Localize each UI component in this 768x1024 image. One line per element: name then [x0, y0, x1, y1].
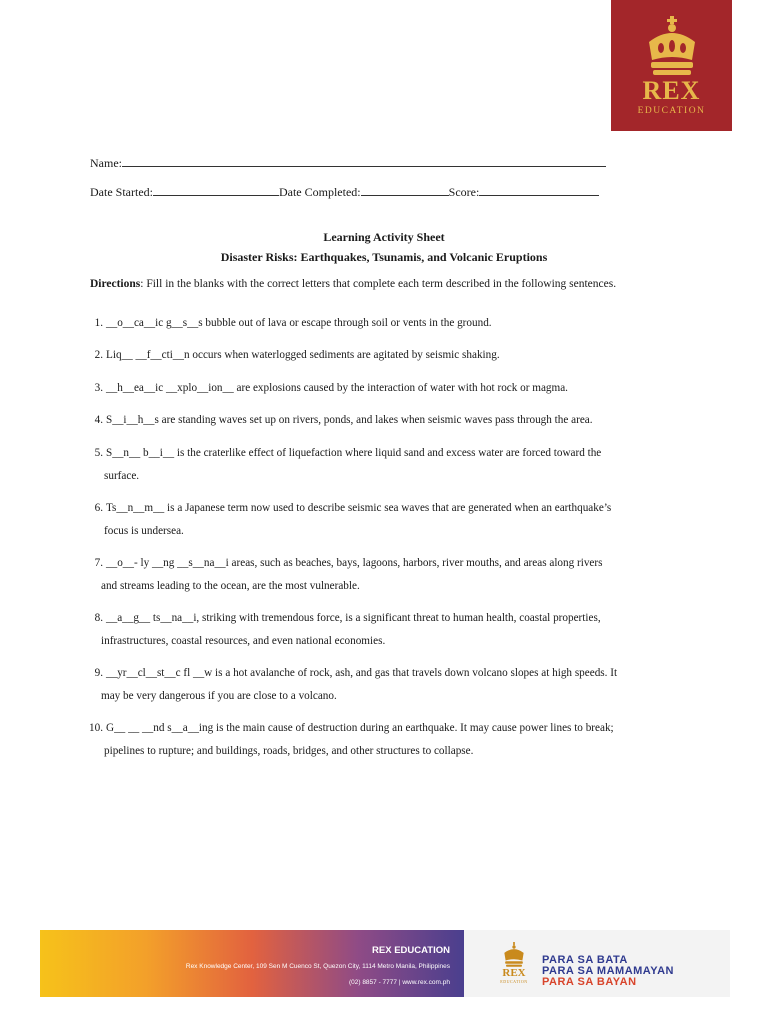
item-number: 7. — [94, 557, 103, 569]
item-number: 8. — [94, 612, 103, 624]
list-item — [84, 662, 677, 708]
item-text: S__i__h__s are standing waves set up on rivers, ponds, and lakes when seismic waves pass through the area. — [106, 414, 593, 426]
item-number: 5. — [94, 447, 103, 459]
item-text: __h__ea__ic __xplo__ion__ are explosions caused by the interaction of water with hot rock or magma. — [106, 382, 568, 394]
slogan-line-1: PARA SA BATA — [542, 954, 628, 966]
footer-contact: (02) 8857 - 7777 | www.rex.com.ph — [348, 979, 450, 986]
list-item — [84, 312, 677, 335]
item-text: Liq__ __f__cti__n occurs when waterlogged sediments are agitated by seismic shaking. — [106, 349, 500, 361]
item-continuation: and streams leading to the ocean, are the most vulnerable. — [101, 580, 360, 592]
item-text: __o__- ly __ng __s__na__i areas, such as beaches, bays, lagoons, harbors, river mouths, and areas along rivers — [106, 557, 603, 569]
item-number: 6. — [94, 502, 103, 514]
list-item — [84, 552, 677, 598]
item-text: __yr__cl__st__c fl __w is a hot avalanche of rock, ash, and gas that travels down volcano slopes at high speeds. It — [106, 667, 618, 679]
footer-org: REX EDUCATION — [372, 945, 450, 956]
item-number: 4. — [94, 414, 103, 426]
date-started-label: Date Started: — [90, 185, 153, 199]
list-item — [84, 344, 677, 367]
footer-slogan-panel — [464, 930, 730, 997]
item-continuation: focus is undersea. — [104, 525, 184, 537]
footer-address: Rex Knowledge Center, 109 Sen M Cuenco St, Quezon City, 1114 Metro Manila, Philippines — [185, 963, 450, 970]
item-number: 3. — [94, 382, 103, 394]
date-started-blank[interactable] — [153, 184, 279, 196]
slogan-line-2: PARA SA MAMAMAYAN — [542, 965, 674, 977]
page-title: Learning Activity Sheet — [323, 230, 445, 244]
item-continuation: may be very dangerous if you are close to a volcano. — [101, 690, 337, 702]
name-blank[interactable] — [122, 155, 606, 167]
item-continuation: infrastructures, coastal resources, and even national economies. — [101, 635, 386, 647]
logo-subtitle: EDUCATION — [637, 106, 706, 116]
footer-banner — [40, 930, 464, 997]
name-label: Name: — [90, 156, 122, 170]
item-text: S__n__ b__i__ is the craterlike effect of liquefaction where liquid sand and excess water are forced toward the — [106, 447, 602, 459]
date-score-row — [90, 184, 599, 200]
date-completed-blank[interactable] — [361, 184, 449, 196]
score-blank[interactable] — [479, 184, 599, 196]
list-item — [84, 377, 677, 400]
list-item — [84, 442, 677, 488]
list-item — [84, 607, 677, 653]
item-number: 2. — [94, 349, 103, 361]
item-text: __a__g__ ts__na__i, striking with tremendous force, is a significant threat to human health, coastal properties, — [106, 612, 601, 624]
slogan-line-3: PARA SA BAYAN — [542, 976, 637, 988]
item-number: 1. — [94, 317, 103, 329]
crown-icon — [501, 942, 527, 968]
name-field — [90, 155, 606, 171]
list-item — [84, 497, 677, 543]
list-item — [84, 409, 677, 432]
list-item — [84, 717, 677, 763]
directions-label: Directions — [90, 278, 141, 290]
item-text: __o__ca__ic g__s__s bubble out of lava or escape through soil or vents in the ground. — [106, 317, 492, 329]
directions-text: : Fill in the blanks with the correct letters that complete each term described in the following sentences. — [140, 278, 617, 290]
footer-logo-subtitle: EDUCATION — [500, 979, 528, 984]
item-number: 10. — [89, 722, 103, 734]
date-completed-label: Date Completed: — [278, 185, 361, 199]
item-text: G__ __ __nd s__a__ing is the main cause of destruction during an earthquake. It may cause power lines to break; — [106, 722, 614, 734]
page-subtitle: Disaster Risks: Earthquakes, Tsunamis, and Volcanic Eruptions — [220, 250, 548, 264]
item-number: 9. — [94, 667, 103, 679]
brand-logo — [611, 0, 732, 131]
footer-logo-wordmark: REX — [502, 967, 526, 979]
item-continuation: pipelines to rupture; and buildings, roads, bridges, and other structures to collapse. — [104, 745, 474, 757]
score-label: Score: — [448, 185, 480, 199]
item-continuation: surface. — [104, 470, 140, 482]
directions — [90, 278, 690, 290]
item-text: Ts__n__m__ is a Japanese term now used to describe seismic sea waves that are generated when an earthquake’s — [106, 502, 612, 514]
logo-wordmark: REX — [642, 76, 701, 105]
crown-icon — [643, 16, 701, 78]
footer-logo — [496, 942, 532, 984]
